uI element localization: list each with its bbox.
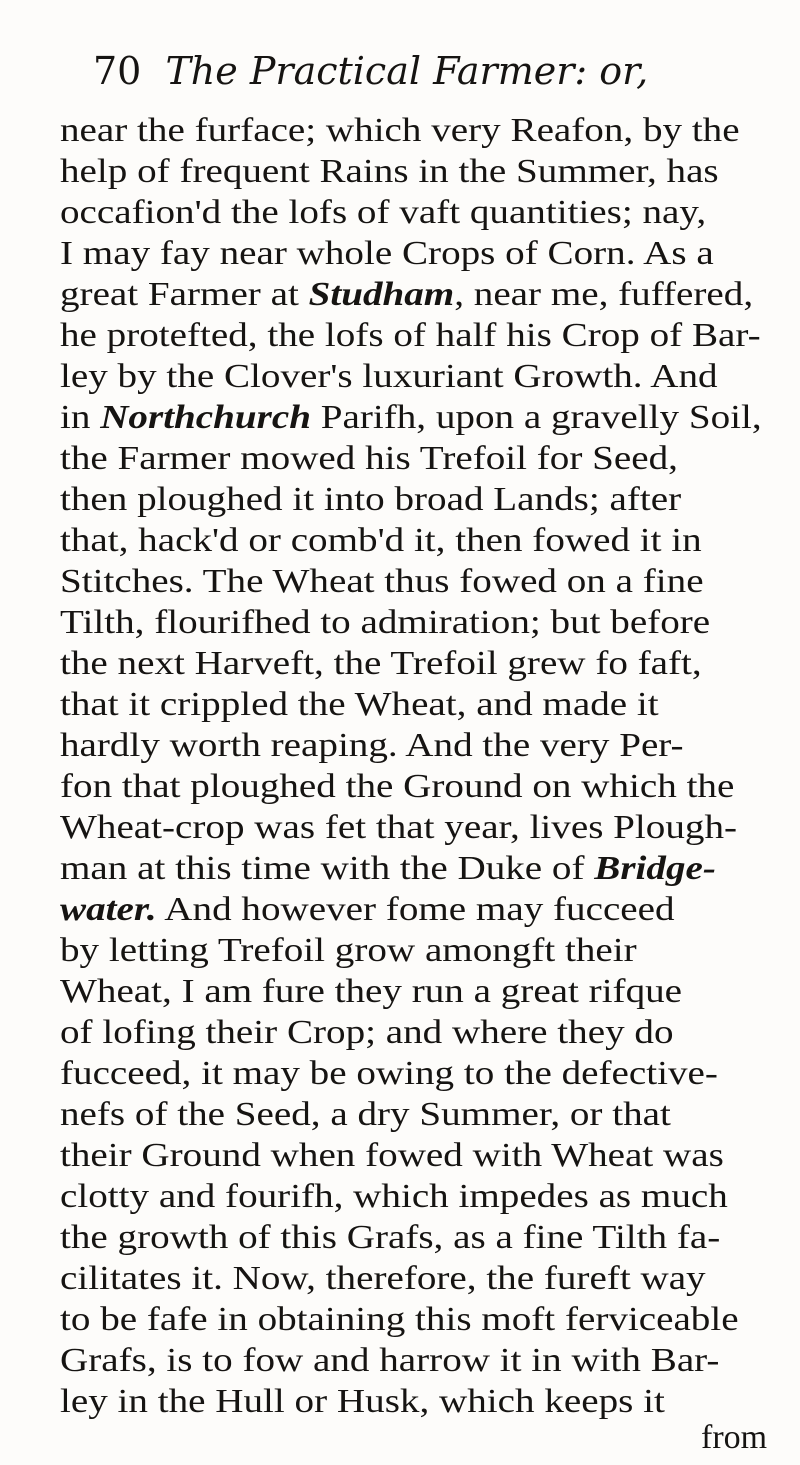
text-line: he protefted, the lofs of half his Crop of Bar- [60, 317, 761, 354]
text-line: near the furface; which very Reafon, by the [60, 112, 740, 149]
text-line: hardly worth reaping. And the very Per- [60, 727, 684, 764]
text-line: man at this time with the Duke of Bridge- [60, 850, 716, 887]
text-line: fon that ploughed the Ground on which the [60, 768, 735, 805]
text-line: the Farmer mowed his Trefoil for Seed, [60, 440, 678, 477]
text-line: Wheat-crop was fet that year, lives Plough- [60, 809, 738, 846]
text-line: their Ground when fowed with Wheat was [60, 1137, 724, 1174]
text-line: Wheat, I am fure they run a great rifque [60, 973, 683, 1010]
running-title: The Practical Farmer: or, [165, 49, 649, 93]
text-line: to be fafe in obtaining this moft ferviceable [60, 1301, 739, 1338]
text-line: of lofing their Crop; and where they do [60, 1014, 674, 1051]
text-line: the growth of this Grafs, as a fine Tilth fa- [60, 1219, 721, 1256]
text-line: water. And however fome may fucceed [60, 891, 675, 928]
text-line: Tilth, flourifhed to admiration; but before [60, 604, 711, 641]
text-line: Stitches. The Wheat thus fowed on a fine [60, 563, 704, 600]
text-line: great Farmer at Studham, near me, fuffered, [60, 276, 754, 313]
text-line: occafion'd the lofs of vaft quantities; nay, [60, 194, 707, 231]
text-line: then ploughed it into broad Lands; after [60, 481, 682, 518]
text-line: help of frequent Rains in the Summer, has [60, 153, 719, 190]
text-line: clotty and fourifh, which impedes as much [60, 1178, 728, 1215]
page-header [93, 46, 648, 96]
text-line: that it crippled the Wheat, and made it [60, 686, 659, 723]
text-line: Grafs, is to fow and harrow it in with Bar- [60, 1342, 720, 1379]
text-line: ley in the Hull or Husk, which keeps it [60, 1383, 665, 1420]
text-line: the next Harveft, the Trefoil grew fo faft, [60, 645, 702, 682]
text-line: fucceed, it may be owing to the defective- [60, 1055, 718, 1092]
text-line: nefs of the Seed, a dry Summer, or that [60, 1096, 671, 1133]
text-line: that, hack'd or comb'd it, then fowed it in [60, 522, 702, 559]
page-number: 70 [93, 49, 142, 93]
text-line: in Northchurch Parifh, upon a gravelly Soil, [60, 399, 762, 436]
text-line: ley by the Clover's luxuriant Growth. And [60, 358, 718, 395]
text-line: by letting Trefoil grow amongft their [60, 932, 637, 969]
catchword: from [701, 1419, 768, 1456]
text-line: cilitates it. Now, therefore, the fureft way [60, 1260, 706, 1297]
text-line: I may fay near whole Crops of Corn. As a [60, 235, 714, 272]
